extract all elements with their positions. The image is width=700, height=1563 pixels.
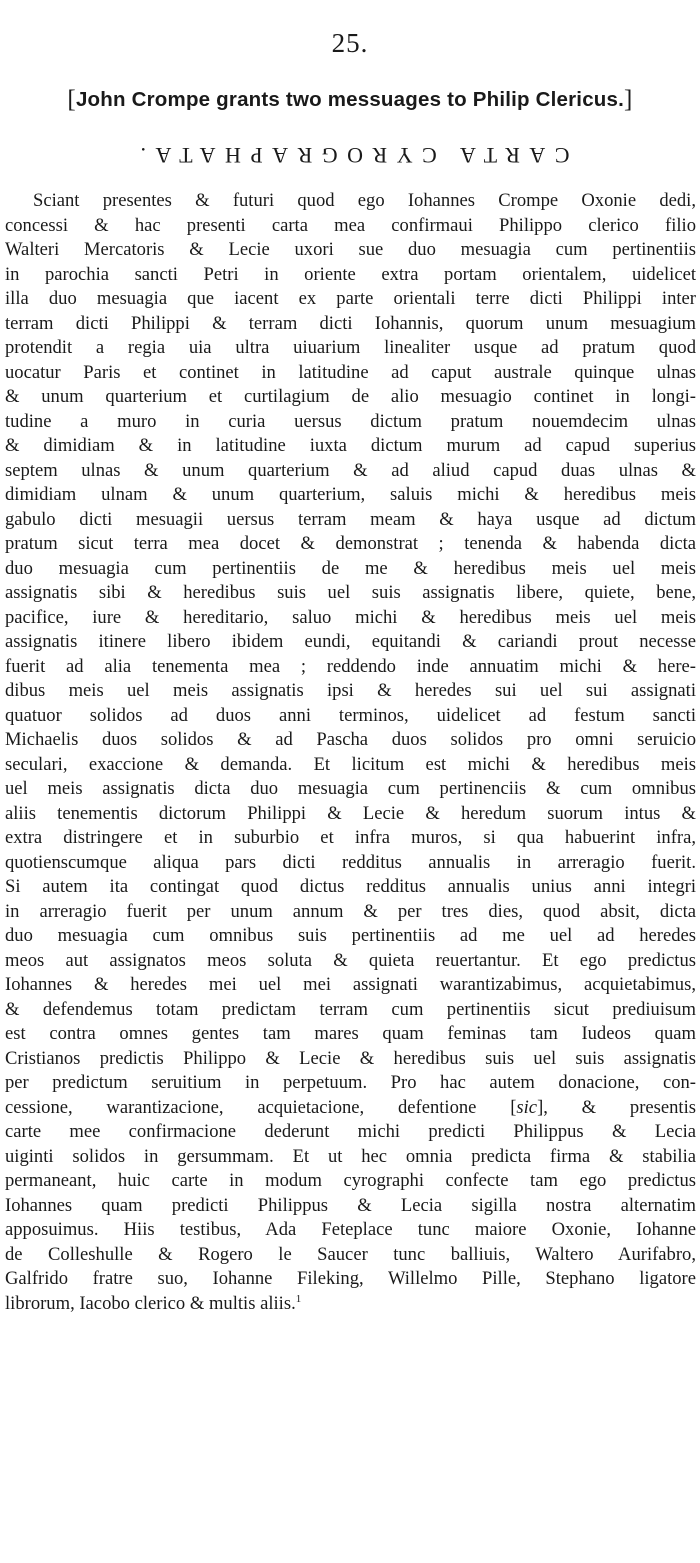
cyrograph-line [0,142,700,168]
body-line: uiginti solidos in gersummam. Et ut hec omnia predicta firma & stabilia [5,1145,696,1167]
cyrograph-inverted-text: CARTA CYROGRAPHATA. [130,143,570,168]
body-line: aliis tenementis dictorum Philippi & Lecie & heredum suorum intus & [5,802,696,824]
body-line: & unum quarterium et curtilagium de alio mesuagio continet in longi- [5,386,696,407]
body-line: Michaelis duos solidos & ad Pascha duos solidos pro omni seruicio [5,729,696,750]
body-line: seculari, exaccione & demanda. Et licitum est michi & heredibus meis [5,753,696,775]
body-line: uel meis assignatis dicta duo mesuagia cum pertinenciis & cum omnibus [5,778,696,799]
body-line: librorum, Iacobo clerico & multis aliis.$^1$ [5,1292,302,1314]
body-line: per predictum seruitium in perpetuum. Pro hac autem donacione, con- [5,1072,696,1093]
body-line: septem ulnas & unum quarterium & ad aliud capud duas ulnas & [5,459,696,481]
body-line: Walteri Mercatoris & Lecie uxori sue duo mesuagia cum pertinentiis [5,239,696,260]
body-line: pacifice, iure & hereditario, saluo michi & heredibus meis uel meis [5,606,696,628]
body-line: est contra omnes gentes tam mares quam feminas tam Iudeos quam [5,1023,696,1044]
body-line: & defendemus totam predictam terram cum pertinentiis sicut prediuisum [5,998,696,1020]
body-line: quotienscumque aliqua pars dicti redditus annualis in arreragio fuerit. [5,851,696,873]
body-line: cessione, warantizacione, acquietacione, defentione [sic], & presentis [5,1096,696,1118]
heading-close-bracket: ] [624,86,633,113]
body-line: terram dicti Philippi & terram dicti Iohannis, quorum unum mesuagium [5,312,696,334]
body-line: concessi & hac presenti carta mea confirmaui Philippo clerico filio [5,214,696,236]
body-line: in parochia sancti Petri in oriente extra portam orientalem, uidelicet [5,263,696,285]
body-line: Galfrido fratre suo, Iohanne Fileking, Willelmo Pille, Stephano ligatore [5,1268,696,1289]
heading-open-bracket: [ [67,86,76,113]
body-line: de Colleshulle & Rogero le Saucer tunc balliuis, Waltero Aurifabro, [5,1243,696,1265]
body-line: illa duo mesuagia que iacent ex parte orientali terre dicti Philippi inter [5,288,696,309]
charter-number: 25. [331,28,369,58]
body-line: apposuimus. Hiis testibus, Ada Feteplace tunc maiore Oxonie, Iohanne [5,1219,696,1240]
heading-text: John Crompe grants two messuages to Philip Clericus. [75,88,625,111]
body-line: fuerit ad alia tenementa mea ; reddendo inde annuatim michi & here- [5,655,696,677]
body-line: carte mee confirmacione dederunt michi predicti Philippus & Lecia [5,1121,696,1142]
body-line: dimidiam ulnam & unum quarterium, saluis michi & heredibus meis [5,484,696,505]
body-line: assignatis itinere libero ibidem eundi, equitandi & cariandi prout necesse [5,631,696,652]
body-line: quatuor solidos ad duos anni terminos, uidelicet ad festum sancti [5,704,696,726]
footnote-marker: 1 [295,1292,302,1305]
body-line: gabulo dicti mesuagii uersus terram meam & haya usque ad dictum [5,508,696,530]
body-line: Sciant presentes & futuri quod ego Iohannes Crompe Oxonie dedi, [33,190,696,211]
body-line: dibus meis uel meis assignatis ipsi & heredes sui uel sui assignati [5,680,696,701]
body-line: Iohannes & heredes mei uel mei assignati warantizabimus, acquietabimus, [5,974,696,995]
body-line: extra distringere et in suburbio et infra muros, si qua habuerint infra, [5,827,696,848]
body-line: protendit a regia uia ultra uiuarium linealiter usque ad pratum quod [5,337,696,358]
body-line: Iohannes quam predicti Philippus & Lecia sigilla nostra alternatim [5,1194,696,1216]
sic-annotation: sic [516,1096,538,1118]
body-line: uocatur Paris et continet in latitudine ad caput australe quinque ulnas [5,361,696,383]
body-line: Si autem ita contingat quod dictus redditus annualis unius anni integri [5,876,696,897]
body-line: tudine a muro in curia uersus dictum pratum nouemdecim ulnas [5,410,696,432]
charter-heading [0,86,700,114]
body-line: & dimidiam & in latitudine iuxta dictum murum ad capud superius [5,435,696,456]
body-line: Cristianos predictis Philippo & Lecie & heredibus suis uel suis assignatis [5,1047,696,1069]
body-line: assignatis sibi & heredibus suis uel suis assignatis libere, quiete, bene, [5,582,696,603]
body-line: in arreragio fuerit per unum annum & per tres dies, quod absit, dicta [5,900,696,922]
body-line: permaneant, huic carte in modum cyrographi confecte tam ego predictus [5,1170,696,1191]
charter-body [5,189,696,1316]
body-line: meos aut assignatos meos soluta & quieta reuertantur. Et ego predictus [5,949,696,971]
body-line: duo mesuagia cum pertinentiis de me & heredibus meis uel meis [5,557,696,579]
body-line: duo mesuagia cum omnibus suis pertinentiis ad me uel ad heredes [5,925,696,946]
body-line: pratum sicut terra mea docet & demonstrat ; tenenda & habenda dicta [5,533,696,554]
